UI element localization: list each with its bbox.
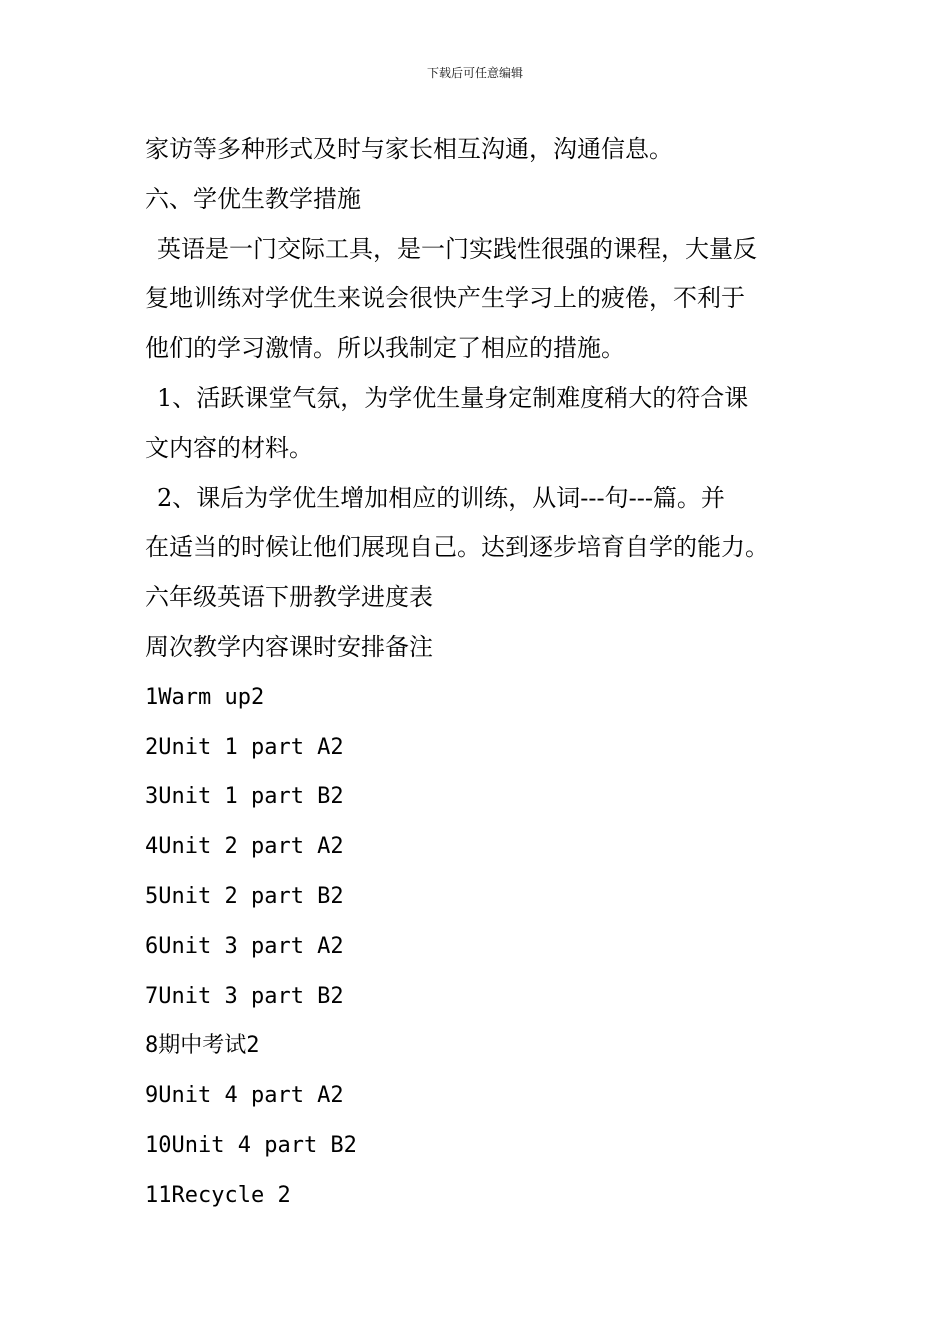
- list-item-continuation: 在适当的时候让他们展现自己。达到逐步培育自学的能力。: [145, 533, 769, 562]
- schedule-row: 10Unit 4 part B2: [145, 1132, 357, 1158]
- schedule-row: 7Unit 3 part B2: [145, 983, 344, 1009]
- schedule-row: 4Unit 2 part A2: [145, 834, 344, 860]
- schedule-title: 六年级英语下册教学进度表: [145, 583, 433, 612]
- schedule-row: 8期中考试2: [145, 1033, 260, 1059]
- paragraph-line: 家访等多种形式及时与家长相互沟通，沟通信息。: [145, 135, 673, 163]
- paragraph-line: 复地训练对学优生来说会很快产生学习上的疲倦，不利于: [145, 284, 745, 313]
- schedule-header: 周次教学内容课时安排备注: [145, 632, 433, 661]
- schedule-row: 5Unit 2 part B2: [145, 883, 344, 909]
- page-header: 下载后可任意编辑: [426, 66, 523, 80]
- schedule-row: 2Unit 1 part A2: [145, 734, 344, 760]
- schedule-row: 9Unit 4 part A2: [145, 1083, 344, 1109]
- document-body: [145, 125, 810, 1221]
- list-item: 1、活跃课堂气氛，为学优生量身定制难度稍大的符合课: [157, 383, 749, 412]
- paragraph-line: 他们的学习激情。所以我制定了相应的措施。: [145, 334, 625, 363]
- schedule-row: 11Recycle 2: [145, 1182, 291, 1208]
- list-item: 2、课后为学优生增加相应的训练，从词---句---篇。并: [157, 483, 725, 512]
- schedule-row: 6Unit 3 part A2: [145, 933, 344, 959]
- list-item-continuation: 文内容的材料。: [145, 433, 313, 462]
- schedule-row: 1Warm up2: [145, 684, 265, 710]
- section-heading: 六、学优生教学措施: [145, 184, 361, 213]
- schedule-row: 3Unit 1 part B2: [145, 784, 344, 810]
- paragraph-line: 英语是一门交际工具，是一门实践性很强的课程，大量反: [157, 234, 757, 263]
